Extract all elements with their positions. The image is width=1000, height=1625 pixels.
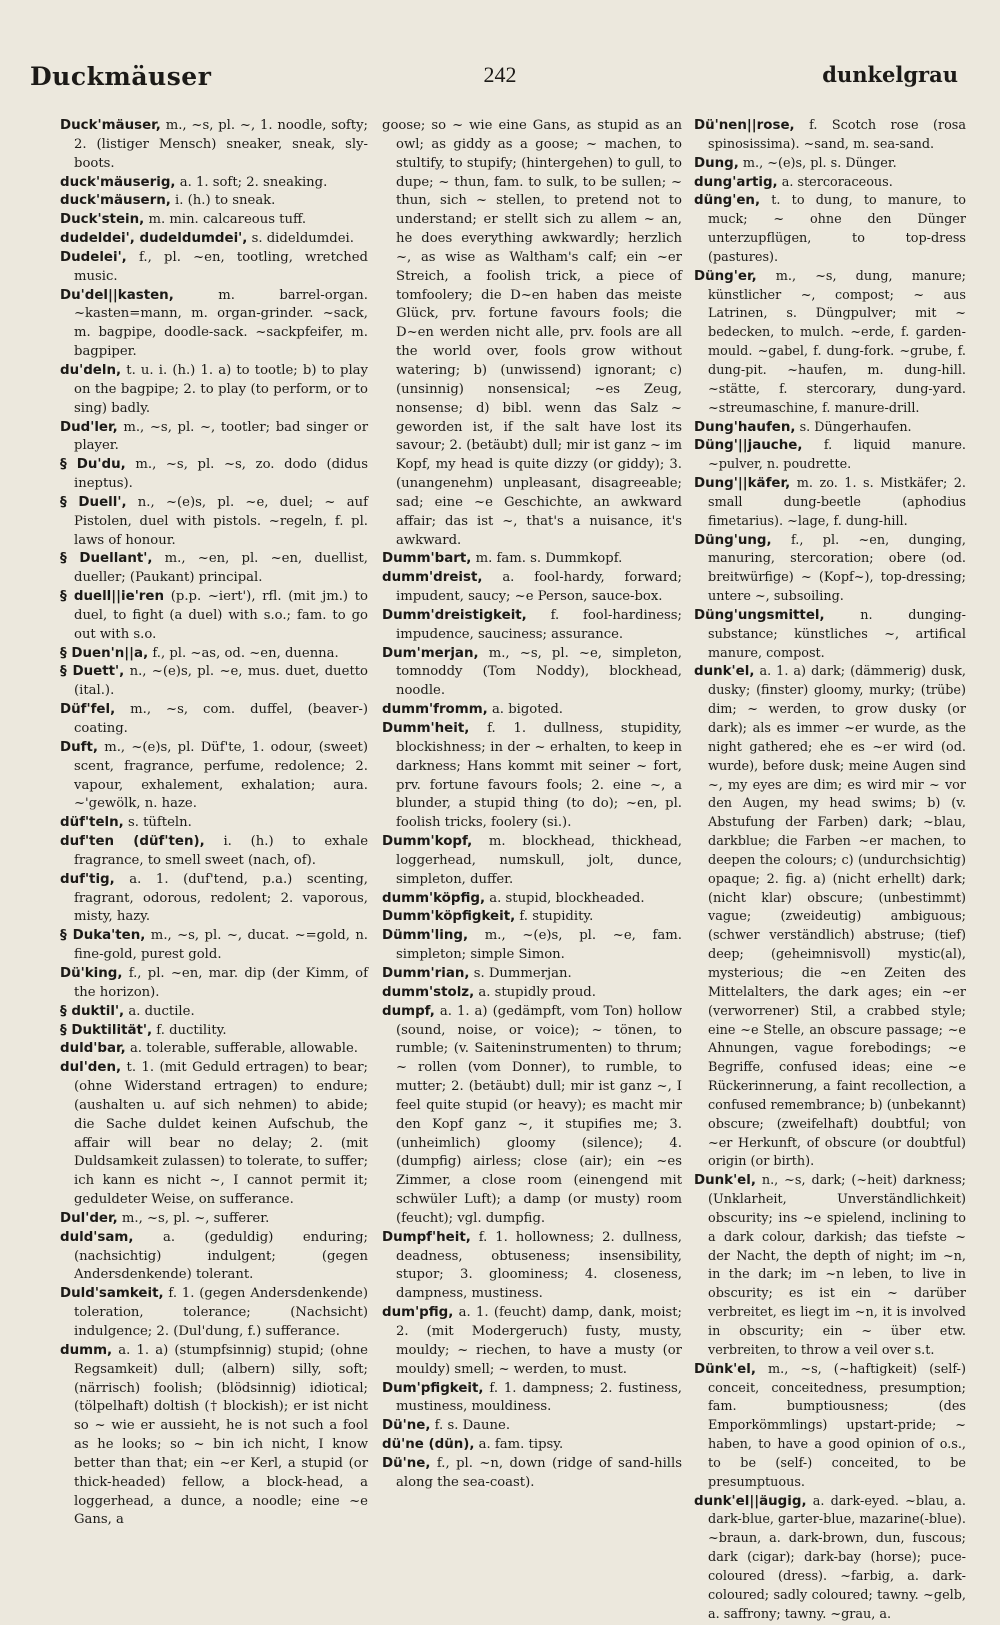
column-left <box>60 117 369 1528</box>
entry-headword: Dumm'köpfigkeit, <box>382 909 516 925</box>
entry-definition: a. fam. tipsy. <box>474 1437 564 1453</box>
entry-headword: dul'den, <box>60 1060 122 1076</box>
dictionary-entry <box>60 1229 368 1286</box>
dictionary-entry <box>382 645 682 702</box>
entry-headword: Dumm'bart, <box>382 551 472 567</box>
dictionary-entry <box>382 984 682 1003</box>
page-number: 242 <box>483 62 517 87</box>
entry-definition: a. 1. a) (gedämpft, vom Ton) hollow (sound, noise, or voice); ~ tönen, to rumble; (v. Saiteninstrumenten) to thrum; ~ rollen (vom Donner), to rumble, to mutter; 2. (betäubt) dull; mir ist ganz ~, I feel quite stupid (or heavy); es macht mir den Kopf ganz ~, it stupifies me; 3. (unheimlich) gloomy (silence); 4. (dumpfig) airless; close (air); ein ~es Zimmer, a close room (einengend mit schwüler Luft); a damp (or musty) room (feucht); vgl. dumpfig. <box>396 1003 682 1226</box>
dictionary-entry <box>60 1342 368 1530</box>
dictionary-entry <box>382 1304 682 1379</box>
entry-definition: f. 1. dampness; 2. fustiness, mustiness, mouldiness. <box>396 1380 682 1415</box>
dictionary-entry <box>694 155 966 174</box>
running-header <box>0 62 1000 96</box>
entry-definition: m., ~s, pl. ~, sufferer. <box>117 1210 270 1226</box>
entry-headword: dü'ne (dün), <box>382 1437 475 1453</box>
dictionary-entry <box>694 1361 966 1493</box>
entry-definition: a. 1. a) (stumpfsinnig) stupid; (ohne Regsamkeit) dull; (albern) silly, soft; (närrisch) foolish; (blödsinnig) idiotical; (tölpelhaft) doltish († blockish); er ist nicht so ~ wie er aussieht, he is not such a fool as he looks; so ~ bin ich nicht, I know better than that; ein ~er Kerl, a stupid (or thick-headed) fellow, a block-head, a loggerhead, a dunce, a noodle; eine ~e Gans, a <box>74 1342 368 1528</box>
entry-definition: s. tüfteln. <box>123 815 192 831</box>
entry-definition: m., ~s, com. duffel, (beaver-) coating. <box>74 702 368 736</box>
entry-headword: Dumm'dreistigkeit, <box>382 607 527 623</box>
dictionary-entry <box>382 833 682 890</box>
entry-headword: § Duen'n||a, <box>60 645 149 661</box>
entry-headword: duck'mäuserig, <box>60 174 176 190</box>
dictionary-entry <box>694 419 966 438</box>
entry-definition: n. dunging-substance; künstliches ~, artifical manure, compost. <box>708 607 966 661</box>
dictionary-entry <box>60 1285 368 1342</box>
entry-headword: Dü'nen||rose, <box>694 118 795 133</box>
entry-definition: f., pl. ~as, od. ~en, duenna. <box>148 645 339 661</box>
entry-headword: Duld'samkeit, <box>60 1286 164 1302</box>
dictionary-entry <box>694 607 966 664</box>
entry-definition: f. Scotch rose (rosa spinosissima). ~sand, m. sea-sand. <box>708 118 966 152</box>
entry-headword: dumm'dreist, <box>382 570 483 586</box>
entry-definition: m. min. calcareous tuff. <box>144 212 307 228</box>
entry-headword: § duktil', <box>60 1003 125 1019</box>
dictionary-entry <box>60 833 368 871</box>
entry-definition: f. liquid manure. ~pulver, n. poudrette. <box>708 438 966 473</box>
dictionary-entry <box>382 908 682 927</box>
entry-headword: duck'mäusern, <box>60 193 171 209</box>
entry-definition: f., pl. ~n, down (ridge of sand-hills along the sea-coast). <box>396 1455 682 1490</box>
entry-headword: Düng'er, <box>694 268 757 284</box>
entry-definition: m., ~(e)s, pl. ~e, fam. simpleton; simple Simon. <box>396 928 682 963</box>
entry-definition: m., ~s, (~haftigkeit) (self-) conceit, conceitedness, presumption; fam. bumptiousness; (des Emporkömmlings) upstart-pride; ~ haben, to have a good opinion of o.s., to be (self-) conceited, to be presumptuous. <box>708 1361 966 1490</box>
dictionary-entry <box>382 1003 682 1229</box>
header-first-headword: Duckmäuser <box>30 62 212 91</box>
dictionary-entry <box>60 230 368 249</box>
entry-headword: düng'en, <box>694 193 761 209</box>
entry-headword: Dü'ne, <box>382 1418 431 1434</box>
entry-definition: m., ~s, pl. ~e, simpleton, tomnoddy (Tom Noddy), blockhead, noodle. <box>396 645 682 699</box>
entry-definition: f. stupidity. <box>515 909 594 925</box>
dictionary-entry <box>382 1417 682 1436</box>
dictionary-entry <box>382 927 682 965</box>
entry-definition: m., ~en, pl. ~en, duellist, dueller; (Paukant) principal. <box>74 551 368 586</box>
dictionary-entry <box>382 569 682 607</box>
dictionary-entry <box>60 419 368 457</box>
entry-headword: düf'teln, <box>60 815 124 831</box>
dictionary-entry <box>382 550 682 569</box>
entry-definition: f., pl. ~en, mar. dip (der Kimm, of the horizon). <box>74 965 368 1000</box>
entry-headword: § Duett', <box>60 664 125 680</box>
entry-definition: m., ~s, pl. ~, tootler; bad singer or player. <box>74 419 368 454</box>
dictionary-entry <box>60 663 368 701</box>
dictionary-entry <box>60 362 368 419</box>
dictionary-entry <box>382 965 682 984</box>
entry-headword: Düng'ungsmittel, <box>694 607 825 623</box>
entry-headword: Dung'||käfer, <box>694 476 791 492</box>
entry-definition: a. stupid, blockheaded. <box>485 890 645 906</box>
entry-headword: dum'pfig, <box>382 1305 454 1321</box>
dictionary-entry <box>694 192 966 267</box>
entry-definition: a. 1. (duf'tend, p.a.) scenting, fragrant, odorous, redolent; 2. vaporous, misty, hazy. <box>74 871 368 925</box>
entry-definition: a. tolerable, sufferable, allowable. <box>125 1041 358 1057</box>
entry-definition: n., ~(e)s, pl. ~e, duel; ~ auf Pistolen, duel with pistols. ~regeln, f. pl. laws of honour. <box>74 494 368 548</box>
entry-headword: Duck'mäuser, <box>60 118 161 133</box>
entry-headword: Düng'||jauche, <box>694 438 803 454</box>
dictionary-entry <box>60 494 368 551</box>
entry-definition: m., ~(e)s, pl. s. Dünger. <box>738 155 897 171</box>
dictionary-entry <box>694 475 966 532</box>
column-middle <box>382 117 682 1513</box>
entry-definition: m., ~(e)s, pl. Düf'te, 1. odour, (sweet) scent, fragrance, perfume, redolence; 2. vapour, exhalement, exhalation; aura. ~'gewölk, n. haze. <box>74 739 368 812</box>
dictionary-entry <box>60 965 368 1003</box>
entry-definition: a. stupidly proud. <box>474 984 596 1000</box>
entry-definition: f. 1. dullness, stupidity, blockishness; in der ~ erhalten, to keep in darkness; Hans kommt mit seiner ~ fort, prv. fortune favours fools; 2. eine ~, a blunder, a stupid thing (to do); ~en, pl. foolish tricks, foolery (si.). <box>396 721 682 831</box>
entry-headword: Düng'ung, <box>694 532 772 548</box>
entry-definition: n., ~(e)s, pl. ~e, mus. duet, duetto (ital.). <box>74 664 368 699</box>
dictionary-entry <box>60 249 368 287</box>
entry-definition: goose; so ~ wie eine Gans, as stupid as an owl; as giddy as a goose; ~ machen, to stultify, to stupify; (hintergehen) to gull, to dupe; ~ thun, fam. to sulk, to be sullen; ~ thun, sich ~ stellen, to pretend not to understand; er stellt sich zu allem ~ an, he does everything awkwardly; herzlich ~, as wise as Waltham's calf; ein ~er Streich, a foolish trick, a piece of tomfoolery; die D~en haben das meiste Glück, prv. fortune favours fools; die D~en werden nicht alle, prv. fools are all the world over, fools grow without watering; b) (unwissend) ignorant; c) (unsinnig) nonsensical; ~es Zeug, nonsense; d) bibl. wenn das Salz ~ geworden ist, if the salt have lost its savour; 2. (betäubt) dull; mir ist ganz ~ im Kopf, my head is quite dizzy (or giddy); 3. (unangenehm) unpleasant, disagreeable; sad; eine ~e Geschichte, an awkward affair; das ist ~, that's a nuisance, it's awkward. <box>382 118 682 548</box>
entry-definition: a. 1. (feucht) damp, dank, moist; 2. (mit Modergeruch) fusty, musty, mouldy; ~ riechen, to have a musty (or mouldy) smell; ~ werden, to must. <box>396 1305 682 1377</box>
entry-headword: Dul'der, <box>60 1210 118 1226</box>
entry-headword: Duft, <box>60 739 98 755</box>
entry-definition: t. 1. (mit Geduld ertragen) to bear; (ohne Widerstand ertragen) to endure; (aushalten u. auf sich nehmen) to abide; die Sache duldet keinen Aufschub, the affair will bear no delay; 2. (mit Duldsamkeit zulassen) to tolerate, to suffer; ich kann es nicht ~, I cannot permit it; geduldeter Weise, on sufferance. <box>74 1060 369 1208</box>
dictionary-entry <box>60 456 368 494</box>
entry-definition: m., ~s, pl. ~, ducat. ~=gold, n. fine-gold, purest gold. <box>74 928 369 963</box>
dictionary-entry <box>694 1493 966 1625</box>
dictionary-entry <box>60 117 368 174</box>
entry-definition: m., ~s, pl. ~s, zo. dodo (didus ineptus). <box>74 457 368 492</box>
entry-definition: f. 1. (gegen Andersdenkende) toleration, tolerance; (Nachsicht) indulgence; 2. (Dul'dung, f.) sufferance. <box>74 1286 368 1339</box>
dictionary-entry <box>60 174 368 193</box>
dictionary-entry <box>694 268 966 419</box>
header-last-headword: dunkelgrau <box>822 62 958 87</box>
entry-headword: § Duell', <box>60 494 127 510</box>
dictionary-entry <box>382 890 682 909</box>
dictionary-entry <box>60 739 368 814</box>
dictionary-entry <box>694 1172 966 1360</box>
entry-headword: § duell||ie'ren <box>60 589 165 605</box>
entry-headword: Dumm'kopf, <box>382 834 473 850</box>
entry-headword: Du'del||kasten, <box>60 287 174 303</box>
entry-definition: m., ~s, dung, manure; künstlicher ~, compost; ~ aus Latrinen, s. Düngpulver; mit ~ bedecken, to mulch. ~erde, f. garden-mould. ~gabel, f. dung-fork. ~grube, f. dung-pit. ~haufen, m. dung-hill. ~stätte, f. stercorary, dung-yard. ~streumaschine, f. manure-drill. <box>708 268 966 416</box>
dictionary-entry <box>60 1040 368 1059</box>
entry-definition: f. fool-hardiness; impudence, sauciness; assurance. <box>396 607 682 642</box>
dictionary-entry <box>60 550 368 588</box>
dictionary-entry <box>60 588 368 645</box>
entry-headword: Dumm'rian, <box>382 965 470 981</box>
entry-definition: f. ductility. <box>152 1022 227 1038</box>
dictionary-entry <box>694 117 966 155</box>
entry-headword: dung'artig, <box>694 174 778 190</box>
entry-headword: duld'bar, <box>60 1041 126 1057</box>
entry-definition: a. stercoraceous. <box>777 174 893 190</box>
dictionary-entry <box>694 174 966 193</box>
entry-headword: Dumpf'heit, <box>382 1229 471 1245</box>
dictionary-entry <box>382 701 682 720</box>
entry-headword: Dudelei', <box>60 249 127 265</box>
dictionary-entry <box>60 701 368 739</box>
dictionary-entry <box>60 814 368 833</box>
entry-headword: § Duka'ten, <box>60 928 146 944</box>
entry-definition: f. s. Daune. <box>430 1418 511 1434</box>
entry-headword: Düf'fel, <box>60 702 116 718</box>
entry-definition: f. 1. hollowness; 2. dullness, deadness, obtuseness; insensibility, stupor; 3. gloominess; 4. closeness, dampness, mustiness. <box>396 1229 682 1302</box>
entry-headword: dumm'köpfig, <box>382 890 486 906</box>
entry-headword: dumpf, <box>382 1003 435 1019</box>
entry-headword: du'deln, <box>60 362 122 378</box>
dictionary-entry <box>60 927 368 965</box>
entry-headword: Dumm'heit, <box>382 721 470 736</box>
entry-definition: t. to dung, to manure, to muck; ~ ohne den Dünger unterzupflügen, to top-dress (pastures). <box>708 193 966 265</box>
dictionary-entry <box>60 1210 368 1229</box>
dictionary-entry <box>694 532 966 607</box>
column-right <box>694 117 966 1622</box>
entry-headword: Dunk'el, <box>694 1173 756 1189</box>
entry-headword: duld'sam, <box>60 1229 134 1245</box>
entry-headword: Dung, <box>694 155 739 171</box>
entry-headword: Dü'king, <box>60 965 123 981</box>
dictionary-entry <box>382 607 682 645</box>
entry-definition: f., pl. ~en, dunging, manuring, stercoration; obere (od. breitwürfige) ~ (Kopf~), top-dressing; untere ~, subsoiling. <box>708 532 966 605</box>
entry-definition: a. fool-hardy, forward; impudent, saucy; ~e Person, sauce-box. <box>396 570 682 605</box>
dictionary-entry <box>60 871 368 928</box>
entry-definition: a. ductile. <box>124 1003 195 1019</box>
entry-headword: Duck'stein, <box>60 212 145 228</box>
entry-headword: dunk'el, <box>694 664 755 680</box>
entry-headword: duf'ten (düf'ten), <box>60 834 205 850</box>
entry-headword: Dung'haufen, <box>694 419 796 435</box>
dictionary-entry <box>60 1022 368 1041</box>
dictionary-entry <box>382 1455 682 1493</box>
entry-definition: f., pl. ~en, tootling, wretched music. <box>74 249 368 284</box>
entry-definition: s. Düngerhaufen. <box>795 419 912 435</box>
dictionary-entry <box>694 663 966 1172</box>
dictionary-entry <box>382 1436 682 1455</box>
entry-definition: m., ~s, pl. ~, 1. noodle, softy; 2. (listiger Mensch) sneaker, sneak, sly-boots. <box>74 118 368 171</box>
entry-definition: m. blockhead, thickhead, loggerhead, numskull, jolt, dunce, simpleton, duffer. <box>396 834 682 887</box>
entry-definition: a. bigoted. <box>487 702 563 718</box>
entry-definition: i. (h.) to exhale fragrance, to smell sweet (nach, of). <box>74 834 368 868</box>
entry-headword: dumm, <box>60 1342 113 1358</box>
entry-headword: § Du'du, <box>60 457 126 473</box>
entry-definition: m. fam. s. Dummkopf. <box>471 551 623 567</box>
dictionary-entry <box>694 437 966 475</box>
dictionary-entry <box>60 287 368 362</box>
dictionary-entry <box>382 720 682 833</box>
entry-definition: s. Dummerjan. <box>469 965 572 981</box>
dictionary-entry <box>60 192 368 211</box>
entry-definition: t. u. i. (h.) 1. a) to tootle; b) to play on the bagpipe; 2. to play (to perform, or to sing) badly. <box>74 362 368 416</box>
entry-headword: Dünk'el, <box>694 1361 756 1377</box>
entry-definition: a. 1. a) dark; (dämmerig) dusk, dusky; (finster) gloomy, murky; (trübe) dim; ~ werden, to grow dusky (or dark); als es immer ~er wurde, as the night gathered; ehe es ~er wird (od. wurde), before dusk; meine Augen sind ~, my eyes are dim; es wird mir ~ vor den Augen, my head swims; b) (v. Abstufung der Farben) dark; ~blau, darkblue; die Farben ~er machen, to deepen the colours; c) (undurchsichtig) opaque; 2. fig. a) (nicht erhellt) dark; (nicht klar) obscure; (unbestimmt) vague; (zweideutig) ambiguous; (schwer verständlich) abstruse; (tief) deep; (geheimnisvoll) mystic(al), mysterious; die ~en Zeiten des Mittelalters, the dark ages; ein ~er (verworrener) Stil, a crabbed style; eine ~e Stelle, an obscure passage; ~e Ahnungen, vague forebodings; ~e Begriffe, confused ideas; eine ~e Rückerinnerung, a faint recollection, a confused remembrance; b) (unbekannt) obscure; (zweifelhaft) doubtful; von ~er Herkunft, of obscure (or doubtful) origin (or birth). <box>708 664 966 1170</box>
entry-headword: dumm'fromm, <box>382 702 488 718</box>
entry-headword: Dümm'ling, <box>382 928 469 944</box>
entry-headword: dudeldei', dudeldumdei', <box>60 231 248 247</box>
entry-definition: (p.p. ~iert'), rfl. (mit jm.) to duel, to fight (a duel) with s.o.; fam. to go out with s.o. <box>74 589 368 642</box>
dictionary-entry <box>60 211 368 230</box>
entry-definition: n., ~s, dark; (~heit) darkness; (Unklarheit, Unverständlichkeit) obscurity; ins ~e spielend, inclining to a dark colour, darkish; das tiefste ~ der Nacht, the depth of night; im ~n, in the dark; im ~n leben, to live in obscurity; es ist ein ~ darüber verbreitet, es liegt im ~n, it is involved in obscurity; ein ~ über etw. verbreiten, to throw a veil over s.t. <box>708 1173 966 1358</box>
entry-definition: s. dideldumdei. <box>247 231 354 247</box>
entry-definition: a. 1. soft; 2. sneaking. <box>175 174 328 190</box>
entry-headword: dumm'stolz, <box>382 984 475 1000</box>
entry-headword: § Duellant', <box>60 551 153 567</box>
entry-headword: Dum'pfigkeit, <box>382 1380 484 1396</box>
dictionary-entry <box>60 645 368 664</box>
dictionary-entry <box>60 1059 368 1210</box>
entry-definition: i. (h.) to sneak. <box>170 193 276 209</box>
entry-definition: a. (geduldig) enduring; (nachsichtig) indulgent; (gegen Andersdenkende) tolerant. <box>74 1229 368 1283</box>
entry-headword: Dud'ler, <box>60 419 118 435</box>
entry-definition: a. dark-eyed. ~blau, a. dark-blue, garter-blue, mazarine(-blue). ~braun, a. dark-brown, dun, fuscous; dark (cigar); dark-bay (horse); puce-coloured (dress). ~farbig, a. dark-coloured; sadly coloured; tawny. ~gelb, a. saffrony; tawny. ~grau, a. <box>708 1493 966 1622</box>
entry-headword: dunk'el||äugig, <box>694 1493 807 1509</box>
dictionary-entry <box>382 1380 682 1418</box>
entry-headword: Dum'merjan, <box>382 645 479 661</box>
entry-headword: Dü'ne, <box>382 1455 431 1471</box>
entry-definition: m. zo. 1. s. Mistkäfer; 2. small dung-beetle (aphodius fimetarius). ~lage, f. dung-hill. <box>708 476 966 529</box>
entry-headword: § Duktilität', <box>60 1022 153 1038</box>
dictionary-entry <box>382 117 682 550</box>
dictionary-entry <box>60 1003 368 1022</box>
entry-headword: duf'tig, <box>60 871 115 887</box>
dictionary-entry <box>382 1229 682 1304</box>
entry-definition: m. barrel-organ. ~kasten=mann, m. organ-grinder. ~sack, m. bagpipe, doodle-sack. ~sackpfeifer, m. bagpiper. <box>74 287 368 360</box>
